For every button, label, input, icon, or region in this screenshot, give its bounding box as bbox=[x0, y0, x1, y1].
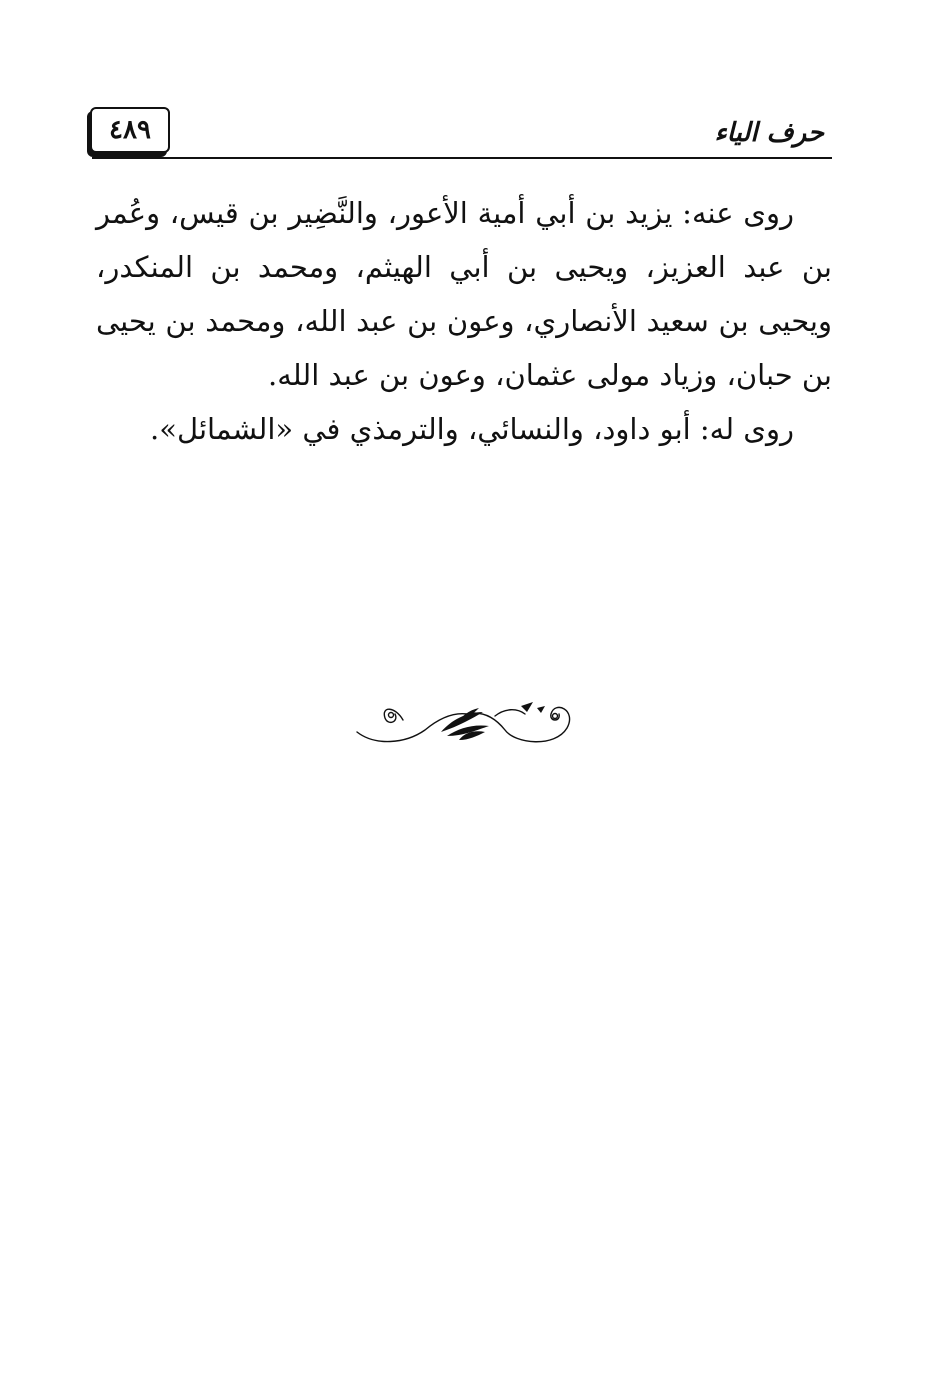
page-number-box bbox=[90, 107, 170, 153]
page-number: ٤٨٩ bbox=[109, 115, 151, 145]
narrators-paragraph: روى عنه: يزيد بن أبي أمية الأعور، والنَّضِير بن قيس، وعُمر بن عبد العزيز، ويحيى بن أبي الهيثم، ومحمد بن المنكدر، ويحيى بن سعيد الأنصاري، وعون بن عبد الله، ومحمد بن يحيى بن حبان، وزياد مولى عثمان، وعون بن عبد الله. bbox=[96, 196, 832, 392]
header-divider bbox=[92, 157, 832, 159]
main-text bbox=[96, 186, 832, 456]
chapter-title: حرف الياء bbox=[714, 118, 824, 148]
floral-divider-icon bbox=[355, 690, 577, 750]
transmitters-paragraph: روى له: أبو داود، والنسائي، والترمذي في «الشمائل». bbox=[150, 412, 794, 446]
